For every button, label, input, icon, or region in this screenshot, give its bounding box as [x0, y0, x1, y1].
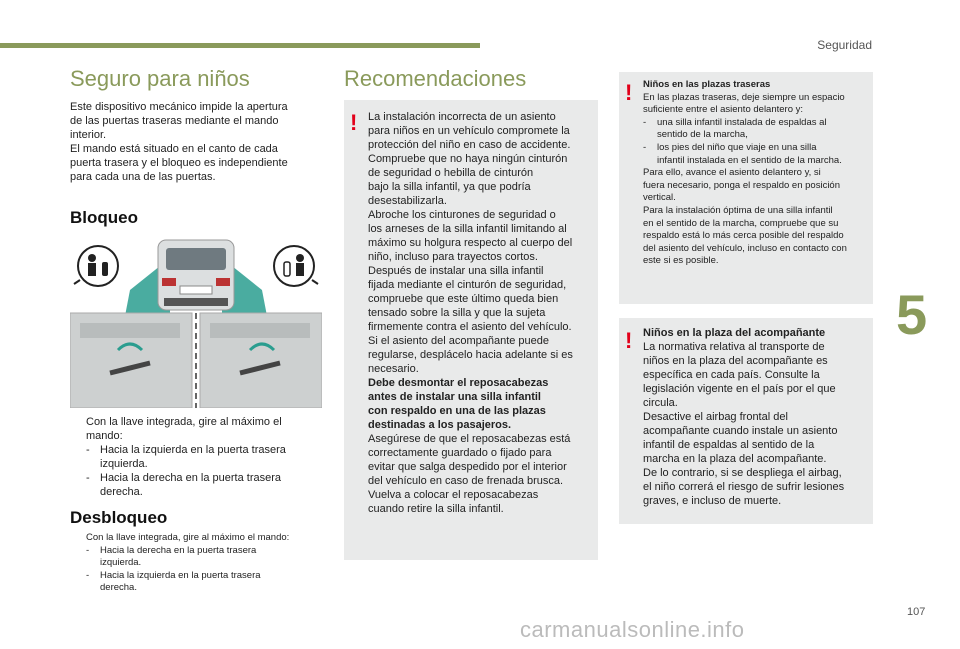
- header-accent-bar: [0, 43, 480, 48]
- recommendations-text-1: La instalación incorrecta de un asiento para niños en un vehículo compromete la protección del niño en caso de accidente. Compruebe que no haya ningún cinturón de seguridad o hebilla de cinturón bajo la silla infantil, ya que podría desestabilizarla. Abroche los cinturones de seguridad o los arneses de la silla infantil limitando al máximo su holgura respecto al cuerpo del niño, incluso para trayectos cortos. Después de instalar una silla infantil fijada mediante el cinturón de seguridad, compruebe que este último queda bien tensado sobre la silla y que la sujeta firmemente contra el asiento del vehículo. Si el asiento del acompañante puede regularse, desplácelo hacia adelante si es necesario.: [368, 111, 573, 375]
- recommendations-body: [368, 110, 594, 516]
- lock-instructions: [70, 415, 330, 499]
- lock-item-2: - Hacia la derecha en la puerta trasera derecha.: [86, 472, 281, 498]
- unlock-instructions: [70, 532, 330, 595]
- warning-icon: !: [350, 110, 358, 135]
- recommendations-title: Recomendaciones: [344, 66, 527, 91]
- child-lock-title: Seguro para niños: [70, 66, 250, 91]
- recommendations-text-2: Asegúrese de que el reposacabezas está correctamente guardado o fijado para evitar que salga despedido por el interior del vehículo en caso de frenada brusca. Vuelva a colocar el reposacabezas cuando retire la silla infantil.: [368, 433, 571, 515]
- rear-seats-item-2: - los pies del niño que viaje en una silla infantil instalada en el sentido de la marcha.: [643, 141, 842, 166]
- child-lock-intro: Este dispositivo mecánico impide la apertura de las puertas traseras mediante el mando interior. El mando está situado en el canto de cada puerta trasera y el bloqueo es independiente para cada una de las puertas.: [70, 101, 288, 183]
- rear-seats-item-1: - una silla infantil instalada de espaldas al sentido de la marcha,: [643, 116, 827, 141]
- watermark: carmanualsonline.info: [520, 617, 745, 642]
- rear-seats-warning: [643, 79, 871, 268]
- passenger-seat-heading: Niños en la plaza del acompañante: [643, 327, 826, 339]
- car-rear-image: [158, 240, 234, 310]
- unlock-item-2: - Hacia la izquierda en la puerta trasera derecha.: [86, 569, 261, 594]
- unlock-heading: Desbloqueo: [70, 508, 168, 527]
- passenger-seat-warning: [643, 326, 871, 508]
- child-lock-right-icon: [274, 246, 318, 286]
- unlock-item-1: - Hacia la derecha en la puerta trasera izquierda.: [86, 544, 257, 569]
- unlock-text: Con la llave integrada, gire al máximo el mando:: [86, 532, 290, 543]
- rear-seats-text-1: En las plazas traseras, deje siempre un espacio suficiente entre el asiento delantero y:: [643, 91, 845, 116]
- page-number: 107: [907, 606, 926, 618]
- warning-icon: !: [625, 328, 633, 353]
- lock-text: Con la llave integrada, gire al máximo el mando:: [86, 416, 282, 442]
- rear-seats-text-2: Para ello, avance el asiento delantero y, si fuera necesario, ponga el respaldo en posición vertical. Para la instalación óptima de una silla infantil en el sentido de la marcha, compruebe que su respaldo está lo más cerca posible del respaldo del asiento del vehículo, incluso en contacto con este si es posible.: [643, 167, 847, 267]
- child-lock-left-icon: [74, 246, 118, 286]
- passenger-seat-text: La normativa relativa al transporte de niños en la plaza del acompañante es específica en cada país. Consulte la legislación vigente en el país por el que circula. Desactive el airbag frontal del acompañante cuando instale un asiento infantil de espaldas al sentido de la marcha en la plaza del acompañante. De lo contrario, si se despliega el airbag, el niño correrá el riesgo de sufrir lesiones graves, e incluso de muerte.: [643, 341, 845, 507]
- recommendations-bold: Debe desmontar el reposacabezas antes de instalar una silla infantil con respaldo en una de las plazas destinadas a los pasajeros.: [368, 377, 549, 431]
- child-lock-illustration: [70, 238, 322, 408]
- section-label: Seguridad: [817, 38, 872, 52]
- warning-icon: !: [625, 80, 633, 105]
- rear-seats-heading: Niños en las plazas traseras: [643, 79, 771, 90]
- chapter-number: 5: [896, 283, 928, 346]
- lock-item-1: - Hacia la izquierda en la puerta trasera izquierda.: [86, 444, 286, 470]
- door-lever-photo-right: [200, 313, 322, 408]
- door-lever-photo-left: [70, 313, 192, 408]
- lock-heading: Bloqueo: [70, 208, 138, 227]
